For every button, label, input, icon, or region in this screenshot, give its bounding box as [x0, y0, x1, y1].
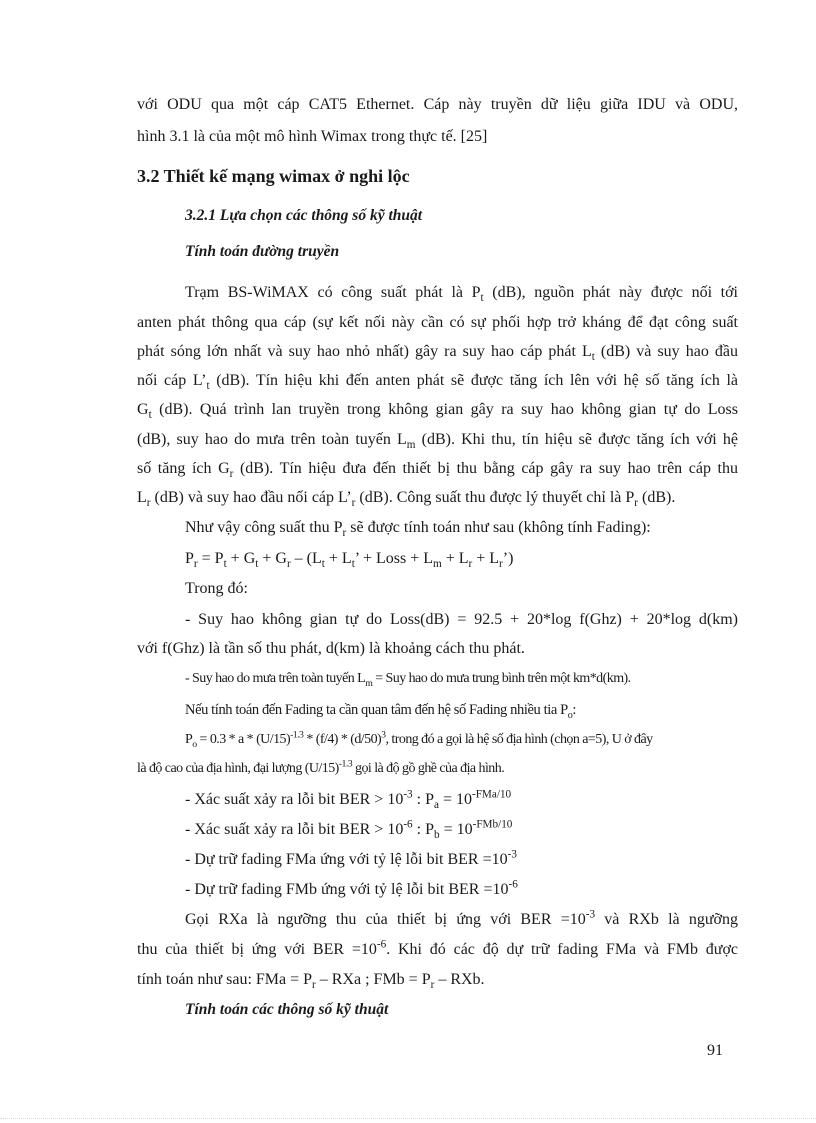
- para1-line-6: (dB), suy hao do mưa trên toàn tuyến $L_m$ (dB). Khi thu, tín hiệu sẽ được tăng ích với hệ: [137, 431, 738, 452]
- heading-params-calc: Tính toán các thông số kỹ thuật: [185, 1001, 389, 1018]
- heading-path-calc: Tính toán đường truyền: [185, 243, 340, 260]
- po-line-1: $P_o = 0.3 * a * (U/15)^{-1.3} * (f/4) * (d/50)^3$, trong đó a gọi là hệ số địa hình (chọn a=5), U ở đây: [185, 729, 653, 750]
- para1-line-8: $L_r$ (dB) và suy hao đầu nối cáp $L’_r$ (dB). Công suất thu được lý thuyết chỉ là $P_r$ (dB).: [137, 489, 676, 510]
- para2-line: Như vậy công suất thu $P_r$ sẽ được tính toán như sau (không tính Fading):: [185, 519, 651, 540]
- section-heading: 3.2 Thiết kế mạng wimax ở nghi lộc: [137, 166, 410, 186]
- para1-line-1: Trạm BS-WiMAX có công suất phát là $P_t$ (dB), nguồn phát này được nối tới: [185, 284, 738, 305]
- para1-line-4: nối cáp $L’_t$ (dB). Tín hiệu khi đến anten phát sẽ được tăng ích lên với hệ số tăng ích là: [137, 372, 739, 393]
- power-formula: $P_r = P_t + G_t + G_r - (L_t + L_t$’ + Loss + $L_m + L_r$ + $L_r$’): [185, 550, 514, 571]
- para1-line-7: số tăng ích $G_r$ (dB). Tín hiệu đưa đến thiết bị thu bằng cáp gây ra suy hao trên cáp thu: [137, 460, 739, 481]
- intro-line-2: hình 3.1 là của một mô hình Wimax trong thực tế. [25]: [137, 128, 488, 145]
- intro-line-1: với ODU qua một cáp CAT5 Ethernet. Cáp này truyền dữ liệu giữa IDU và ODU,: [137, 96, 738, 113]
- rx-line-3: tính toán như sau: FMa = $P_r$ – RXa ; FMb = $P_r$ – RXb.: [137, 971, 485, 992]
- rx-line-1: Gọi RXa là ngưỡng thu của thiết bị ứng với BER $=10^{-3}$ và RXb là ngưỡng: [185, 908, 738, 928]
- po-line-2: là độ cao của địa hình, đại lượng $(U/15)^{-1.3}$ gọi là độ gồ ghề của địa hình.: [137, 758, 505, 776]
- trong-do-label: Trong đó:: [185, 580, 248, 597]
- page-bottom-border: [0, 1118, 816, 1119]
- para1-line-3: phát sóng lớn nhất và suy hao nhỏ nhất) gây ra suy hao cáp phát $L_t$ (dB) và suy hao đầu: [137, 343, 738, 364]
- ber-line-d: - Dự trữ fading FMb ứng với tỷ lệ lỗi bit BER $=10^{-6}$: [185, 878, 518, 898]
- page-number: 91: [707, 1042, 723, 1059]
- loss-line-2: với f(Ghz) là tần số thu phát, d(km) là khoảng cách thu phát.: [137, 640, 525, 657]
- loss-line-1: - Suy hao không gian tự do Loss(dB) = 92.5 + 20*log f(Ghz) + 20*log d(km): [185, 611, 738, 628]
- rain-loss-line: - Suy hao do mưa trên toàn tuyến $L_m$ = Suy hao do mưa trung bình trên một km*d(km).: [185, 671, 631, 689]
- ber-line-c: - Dự trữ fading FMa ứng với tỷ lệ lỗi bit BER $=10^{-3}$: [185, 848, 517, 868]
- subsection-heading: 3.2.1 Lựa chọn các thông số kỹ thuật: [185, 207, 423, 224]
- ber-line-b: - Xác suất xảy ra lỗi bit BER > $10^{-6}$ : $P_b = 10^{-FMb/10}$: [185, 818, 513, 842]
- para1-line-5: $G_t$ (dB). Quá trình lan truyền trong không gian gây ra suy hao không gian tự do Loss: [137, 401, 738, 422]
- fading-intro-line: Nếu tính toán đến Fading ta cần quan tâm đến hệ số Fading nhiều tia $P_o$:: [185, 702, 577, 721]
- ber-line-a: - Xác suất xảy ra lỗi bit BER > $10^{-3}$ : $P_a = 10^{-FMa/10}$: [185, 788, 512, 812]
- rx-line-2: thu của thiết bị ứng với BER $=10^{-6}$. Khi đó các độ dự trữ fading FMa và FMb được: [137, 938, 739, 958]
- para1-line-2: anten phát thông qua cáp (sự kết nối này cần có sự phối hợp trở kháng để đạt công suất: [137, 314, 738, 331]
